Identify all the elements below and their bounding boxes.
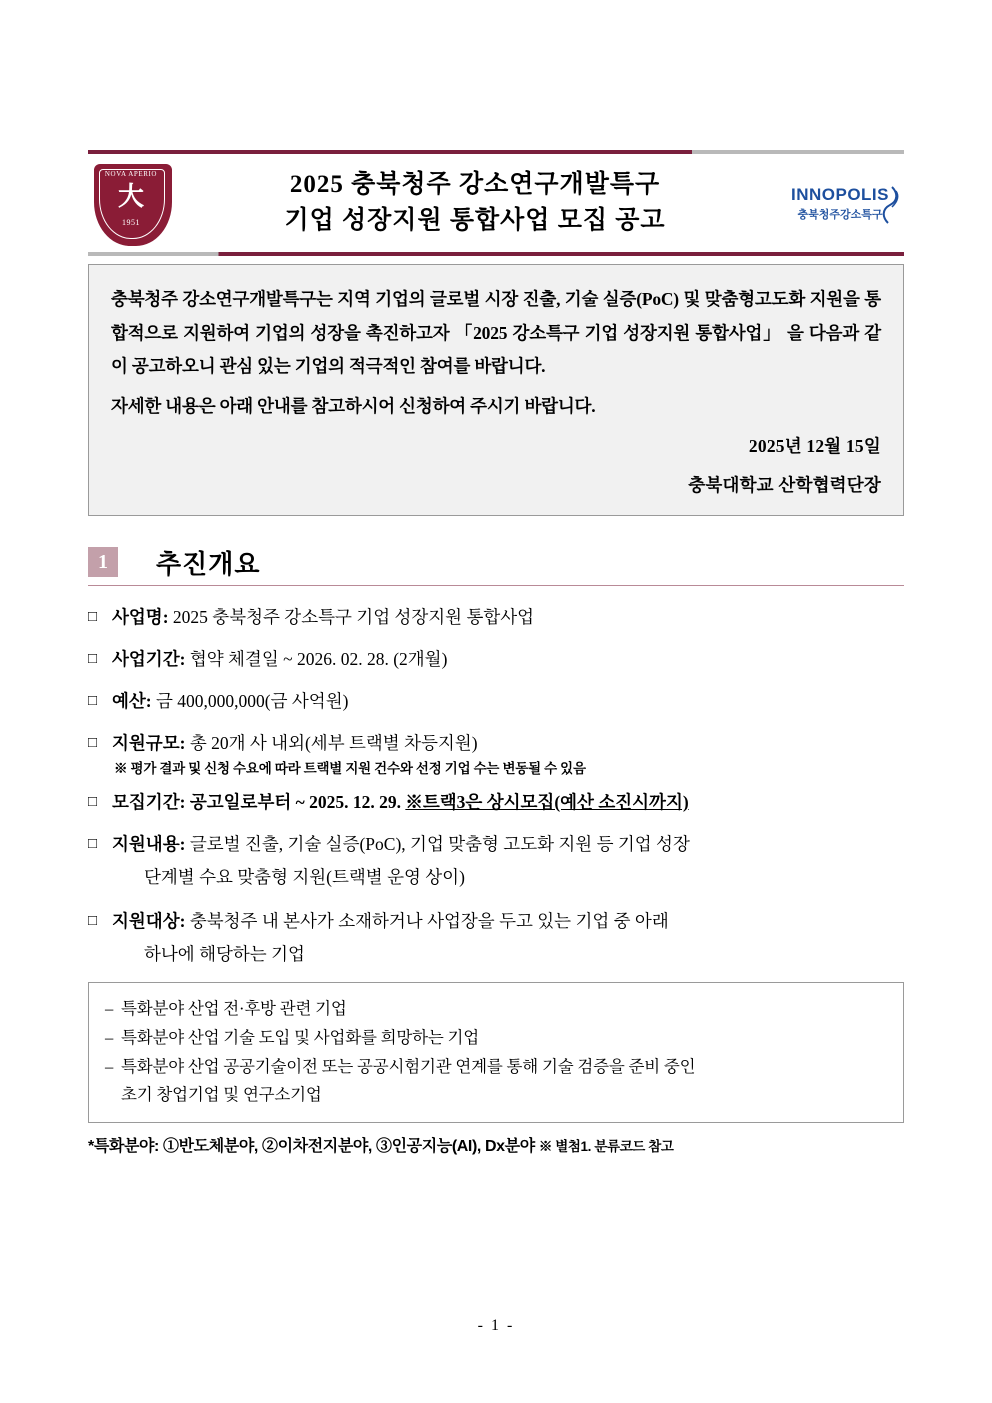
list-item-support-content [88,831,904,858]
item-label: 지원내용: [112,834,186,855]
item-body [112,730,904,757]
footnote [88,1133,904,1156]
innopolis-logo [776,185,904,222]
item-label: 모집기간: [112,792,186,813]
target-criteria-box [88,982,904,1124]
dash-marker: – [105,1056,114,1076]
university-crest-icon [88,160,174,246]
dash-marker: – [105,1027,114,1047]
criteria-text: 특화분야 산업 전·후방 관련 기업 [121,998,347,1018]
intro-sign-date: 2025년 12월 15일 [748,436,881,457]
checkbox-icon: □ [88,794,98,811]
criteria-text: 특화분야 산업 기술 도입 및 사업화를 희망하는 기업 [121,1027,479,1047]
item-body [112,604,904,631]
item-label: 지원규모: [112,733,186,753]
overview-items [88,604,904,968]
list-item [88,688,904,715]
section-heading [88,544,904,586]
item-label: 예산: [112,690,152,711]
item-value: 2025 충북청주 강소특구 기업 성장지원 통합사업 [168,606,535,627]
item-body [112,646,904,673]
item-body [112,789,904,816]
innopolis-swirl-icon [878,185,902,225]
header-rule-line [88,150,904,154]
item-value-line1: 충북청주 내 본사가 소재하거나 사업장을 두고 있는 기업 중 아래 [185,910,669,931]
item-body [112,831,904,858]
innopolis-subname: 충북청주강소특구 [797,208,883,221]
section-number-badge: 1 [88,547,118,577]
item-value: 협약 체결일 ~ 2026. 02. 28. (2개월) [185,648,448,669]
item-value-emphasis: ※트랙3은 상시모집(예산 소진시까지) [405,792,689,813]
item-value-line1: 글로벌 진출, 기술 실증(PoC), 기업 맞춤형 고도화 지원 등 기업 성장 [185,834,690,855]
header-bottom-rule [88,252,904,256]
list-item [88,730,904,757]
item-body [112,688,904,715]
item-label: 지원대상: [112,910,186,931]
item-value-line2: 하나에 해당하는 기업 [144,943,305,964]
intro-box [88,264,904,516]
item-label: 사업기간: [112,648,186,669]
intro-paragraph-1: 충북청주 강소연구개발특구는 지역 기업의 글로벌 시장 진출, 기술 실증(PoC) 및 맞춤형고도화 지원을 통합적으로 지원하여 기업의 성장을 촉진하고자 「2025 강소특구 기업 성장지원 통합사업」 을 다음과 같이 공고하오니 관심 있는 기업의 적극적인 참여를 바랍니다. [111,289,881,377]
list-item [105,1053,887,1082]
crest-year: 1951 [122,218,140,227]
list-item [105,995,887,1024]
support-target-line2 [88,941,904,968]
item-body [112,908,904,935]
dash-marker: – [105,998,114,1018]
item-value: 공고일로부터 ~ 2025. 12. 29. [185,792,406,813]
support-content-line2 [88,864,904,891]
header-rule-line-2 [88,252,904,256]
checkbox-icon: □ [88,608,98,625]
list-item-support-target [88,908,904,935]
section-title: 추진개요 [156,549,261,579]
innopolis-name: INNOPOLIS [790,184,889,204]
checkbox-icon: □ [88,735,98,751]
checkbox-icon: □ [88,692,98,709]
list-item [88,646,904,673]
item-value-line2: 단계별 수요 맞춤형 지원(트랙별 운영 상이) [144,867,465,888]
item-value: 금 400,000,000(금 사억원) [151,690,349,711]
document-header [88,154,904,252]
criteria-text-continuation: 초기 창업기업 및 연구소기업 [121,1085,322,1105]
criteria-text: 특화분야 산업 공공기술이전 또는 공공시험기관 연계를 통해 기술 검증을 준비 중인 [121,1056,696,1076]
crest-motto: NOVA APERIO [104,170,158,178]
checkbox-icon: □ [88,836,98,853]
footnote-main: *특화분야: ①반도체분야, ②이차전지분야, ③인공지능(AI), Dx분야 [88,1138,539,1156]
intro-sign-org: 충북대학교 산학협력단장 [688,475,881,495]
list-item [105,1024,887,1053]
item-value: 총 20개 사 내외(세부 트랙별 차등지원) [185,733,478,753]
header-top-rule [88,150,904,154]
intro-paragraph-2: 자세한 내용은 아래 안내를 참고하시어 신청하여 주시기 바랍니다. [111,395,596,416]
title-line-1: 2025 충북청주 강소연구개발특구 [289,170,661,198]
footnote-small: ※ 별첨1. 분류코드 참고 [538,1139,674,1155]
document-title [174,167,776,240]
list-item-recruit-period [88,789,904,816]
item-note: ※ 평가 결과 및 신청 수요에 따라 트랙별 지원 건수와 선정 기업 수는 변동될 수 있음 [114,761,586,777]
crest-glyph: 大 [117,182,144,211]
item-label: 사업명: [112,606,169,627]
title-line-2: 기업 성장지원 통합사업 모집 공고 [284,207,666,234]
page-number: - 1 - [477,1317,515,1334]
checkbox-icon: □ [88,912,98,929]
list-item [88,604,904,631]
checkbox-icon: □ [88,650,98,667]
